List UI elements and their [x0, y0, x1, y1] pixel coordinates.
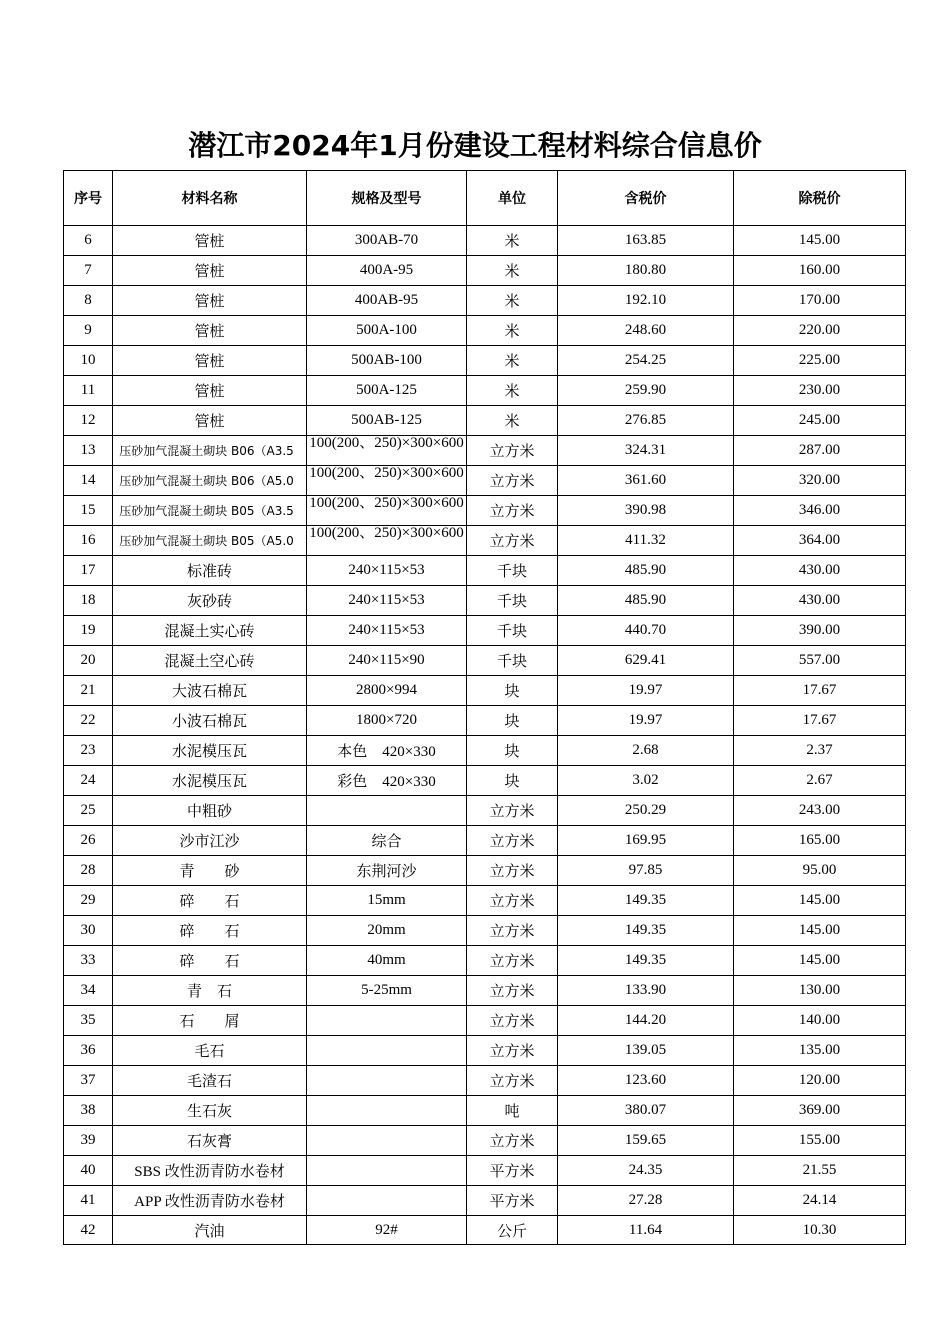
cell-spec: 500A-100	[307, 316, 467, 346]
cell-net-price: 135.00	[734, 1036, 906, 1066]
cell-unit: 平方米	[467, 1186, 558, 1216]
cell-tax-price: 180.80	[558, 256, 734, 286]
cell-spec: 东荆河沙	[307, 856, 467, 886]
cell-net-price: 430.00	[734, 556, 906, 586]
table-row	[64, 616, 906, 646]
cell-no: 29	[64, 886, 113, 916]
cell-name: 沙市江沙	[113, 826, 307, 856]
cell-spec	[307, 1186, 467, 1216]
cell-name: 毛渣石	[113, 1066, 307, 1096]
cell-net-price: 10.30	[734, 1216, 906, 1245]
cell-spec	[307, 1036, 467, 1066]
cell-spec: 240×115×53	[307, 556, 467, 586]
cell-tax-price: 324.31	[558, 436, 734, 466]
table-row	[64, 736, 906, 766]
table-row	[64, 346, 906, 376]
table-row	[64, 646, 906, 676]
cell-no: 13	[64, 436, 113, 466]
header-tax-price: 含税价	[558, 171, 734, 226]
cell-no: 23	[64, 736, 113, 766]
cell-name: 生石灰	[113, 1096, 307, 1126]
cell-unit: 块	[467, 736, 558, 766]
cell-net-price: 160.00	[734, 256, 906, 286]
table-row	[64, 376, 906, 406]
cell-spec: 240×115×53	[307, 586, 467, 616]
cell-no: 26	[64, 826, 113, 856]
cell-unit: 千块	[467, 646, 558, 676]
cell-name: 水泥模压瓦	[113, 766, 307, 796]
table-row	[64, 856, 906, 886]
cell-no: 17	[64, 556, 113, 586]
table-body	[64, 226, 906, 1245]
cell-tax-price: 380.07	[558, 1096, 734, 1126]
cell-unit: 千块	[467, 616, 558, 646]
cell-name	[113, 526, 307, 556]
cell-unit: 立方米	[467, 1036, 558, 1066]
cell-spec: 400AB-95	[307, 286, 467, 316]
cell-name: 中粗砂	[113, 796, 307, 826]
cell-name: 大波石棉瓦	[113, 676, 307, 706]
table-row	[64, 1126, 906, 1156]
table-row	[64, 916, 906, 946]
cell-spec	[307, 436, 467, 466]
cell-net-price: 557.00	[734, 646, 906, 676]
cell-tax-price: 411.32	[558, 526, 734, 556]
cell-spec	[307, 1006, 467, 1036]
table-row	[64, 226, 906, 256]
cell-unit: 吨	[467, 1096, 558, 1126]
cell-name: 混凝土实心砖	[113, 616, 307, 646]
cell-net-price: 230.00	[734, 376, 906, 406]
cell-name: 管桩	[113, 316, 307, 346]
cell-net-price: 245.00	[734, 406, 906, 436]
cell-spec: 240×115×90	[307, 646, 467, 676]
cell-tax-price: 361.60	[558, 466, 734, 496]
table-row	[64, 766, 906, 796]
cell-no: 25	[64, 796, 113, 826]
table-header-row	[64, 171, 906, 226]
cell-tax-price: 19.97	[558, 706, 734, 736]
table-row	[64, 436, 906, 466]
table-row	[64, 556, 906, 586]
cell-no: 42	[64, 1216, 113, 1245]
cell-spec: 综合	[307, 826, 467, 856]
cell-spec: 40mm	[307, 946, 467, 976]
cell-tax-price: 485.90	[558, 586, 734, 616]
cell-no: 15	[64, 496, 113, 526]
table-row	[64, 976, 906, 1006]
cell-net-price: 155.00	[734, 1126, 906, 1156]
table-row	[64, 1186, 906, 1216]
cell-spec	[307, 796, 467, 826]
cell-name: 管桩	[113, 286, 307, 316]
cell-no: 21	[64, 676, 113, 706]
cell-net-price: 21.55	[734, 1156, 906, 1186]
cell-net-price: 140.00	[734, 1006, 906, 1036]
cell-net-price: 364.00	[734, 526, 906, 556]
cell-net-price: 145.00	[734, 886, 906, 916]
cell-spec: 本色 420×330	[307, 736, 467, 766]
cell-tax-price: 192.10	[558, 286, 734, 316]
cell-name: 青 石	[113, 976, 307, 1006]
table-row	[64, 526, 906, 556]
table-row	[64, 886, 906, 916]
cell-name: 碎 石	[113, 916, 307, 946]
cell-tax-price: 144.20	[558, 1006, 734, 1036]
cell-name: 管桩	[113, 256, 307, 286]
cell-tax-price: 133.90	[558, 976, 734, 1006]
cell-spec	[307, 1156, 467, 1186]
cell-unit: 立方米	[467, 946, 558, 976]
cell-tax-price: 159.65	[558, 1126, 734, 1156]
cell-name: 管桩	[113, 376, 307, 406]
cell-net-price: 2.37	[734, 736, 906, 766]
cell-name: 管桩	[113, 346, 307, 376]
cell-spec: 20mm	[307, 916, 467, 946]
cell-unit: 立方米	[467, 436, 558, 466]
cell-net-price: 120.00	[734, 1066, 906, 1096]
cell-unit: 千块	[467, 586, 558, 616]
header-unit: 单位	[467, 171, 558, 226]
cell-spec: 2800×994	[307, 676, 467, 706]
cell-no: 24	[64, 766, 113, 796]
cell-no: 6	[64, 226, 113, 256]
cell-spec	[307, 1096, 467, 1126]
cell-unit: 米	[467, 346, 558, 376]
cell-spec: 92#	[307, 1216, 467, 1245]
cell-unit: 立方米	[467, 856, 558, 886]
cell-no: 41	[64, 1186, 113, 1216]
cell-spec-text: 100(200、250)×300×600	[309, 466, 464, 481]
cell-net-price: 220.00	[734, 316, 906, 346]
cell-no: 7	[64, 256, 113, 286]
table-row	[64, 946, 906, 976]
cell-net-price: 95.00	[734, 856, 906, 886]
cell-tax-price: 163.85	[558, 226, 734, 256]
header-net-price: 除税价	[734, 171, 906, 226]
cell-tax-price: 2.68	[558, 736, 734, 766]
cell-name: 标准砖	[113, 556, 307, 586]
cell-name	[113, 436, 307, 466]
cell-unit: 立方米	[467, 796, 558, 826]
price-table	[63, 170, 906, 1245]
table-row	[64, 826, 906, 856]
cell-tax-price: 149.35	[558, 886, 734, 916]
cell-spec	[307, 496, 467, 526]
cell-no: 28	[64, 856, 113, 886]
cell-tax-price: 139.05	[558, 1036, 734, 1066]
table-row	[64, 1066, 906, 1096]
cell-no: 19	[64, 616, 113, 646]
cell-tax-price: 123.60	[558, 1066, 734, 1096]
cell-name-text: 压砂加气混凝土砌块 B06（A5.0	[119, 474, 294, 488]
cell-spec: 1800×720	[307, 706, 467, 736]
cell-unit: 立方米	[467, 976, 558, 1006]
header-spec: 规格及型号	[307, 171, 467, 226]
table-row	[64, 406, 906, 436]
table-row	[64, 1216, 906, 1245]
cell-no: 40	[64, 1156, 113, 1186]
cell-unit: 米	[467, 256, 558, 286]
cell-no: 11	[64, 376, 113, 406]
cell-spec-text: 100(200、250)×300×600	[309, 496, 464, 511]
cell-name: 小波石棉瓦	[113, 706, 307, 736]
cell-unit: 立方米	[467, 1126, 558, 1156]
cell-no: 16	[64, 526, 113, 556]
cell-net-price: 24.14	[734, 1186, 906, 1216]
cell-spec	[307, 526, 467, 556]
table-row	[64, 796, 906, 826]
cell-unit: 块	[467, 706, 558, 736]
cell-no: 18	[64, 586, 113, 616]
cell-net-price: 430.00	[734, 586, 906, 616]
cell-unit: 米	[467, 226, 558, 256]
cell-name	[113, 466, 307, 496]
cell-tax-price: 3.02	[558, 766, 734, 796]
table-row	[64, 586, 906, 616]
cell-unit: 块	[467, 676, 558, 706]
header-no: 序号	[64, 171, 113, 226]
cell-unit: 立方米	[467, 1066, 558, 1096]
cell-no: 38	[64, 1096, 113, 1126]
cell-name: 碎 石	[113, 946, 307, 976]
cell-no: 34	[64, 976, 113, 1006]
cell-net-price: 243.00	[734, 796, 906, 826]
cell-no: 22	[64, 706, 113, 736]
cell-net-price: 320.00	[734, 466, 906, 496]
cell-net-price: 170.00	[734, 286, 906, 316]
cell-no: 10	[64, 346, 113, 376]
cell-unit: 立方米	[467, 826, 558, 856]
cell-name: 毛石	[113, 1036, 307, 1066]
cell-name: 碎 石	[113, 886, 307, 916]
cell-no: 30	[64, 916, 113, 946]
cell-no: 8	[64, 286, 113, 316]
cell-tax-price: 254.25	[558, 346, 734, 376]
table-row	[64, 466, 906, 496]
cell-name: 混凝土空心砖	[113, 646, 307, 676]
cell-tax-price: 24.35	[558, 1156, 734, 1186]
cell-name: 石灰膏	[113, 1126, 307, 1156]
cell-spec: 400A-95	[307, 256, 467, 286]
cell-net-price: 225.00	[734, 346, 906, 376]
cell-no: 20	[64, 646, 113, 676]
cell-spec: 500AB-100	[307, 346, 467, 376]
cell-no: 9	[64, 316, 113, 346]
cell-name: 石 屑	[113, 1006, 307, 1036]
cell-no: 35	[64, 1006, 113, 1036]
cell-tax-price: 250.29	[558, 796, 734, 826]
cell-net-price: 165.00	[734, 826, 906, 856]
cell-net-price: 17.67	[734, 706, 906, 736]
cell-tax-price: 27.28	[558, 1186, 734, 1216]
cell-tax-price: 169.95	[558, 826, 734, 856]
cell-net-price: 2.67	[734, 766, 906, 796]
cell-spec: 500A-125	[307, 376, 467, 406]
cell-tax-price: 97.85	[558, 856, 734, 886]
cell-spec	[307, 1126, 467, 1156]
cell-unit: 块	[467, 766, 558, 796]
cell-unit: 立方米	[467, 886, 558, 916]
cell-spec: 彩色 420×330	[307, 766, 467, 796]
cell-net-price: 346.00	[734, 496, 906, 526]
cell-tax-price: 149.35	[558, 916, 734, 946]
table-row	[64, 1006, 906, 1036]
cell-tax-price: 440.70	[558, 616, 734, 646]
cell-name: 青 砂	[113, 856, 307, 886]
cell-no: 36	[64, 1036, 113, 1066]
cell-name-text: 压砂加气混凝土砌块 B05（A3.5	[119, 504, 294, 518]
cell-tax-price: 485.90	[558, 556, 734, 586]
table-row	[64, 1156, 906, 1186]
cell-unit: 立方米	[467, 466, 558, 496]
table-row	[64, 676, 906, 706]
table-row	[64, 256, 906, 286]
cell-unit: 米	[467, 376, 558, 406]
cell-tax-price: 149.35	[558, 946, 734, 976]
cell-unit: 立方米	[467, 1006, 558, 1036]
cell-net-price: 145.00	[734, 226, 906, 256]
cell-tax-price: 19.97	[558, 676, 734, 706]
cell-no: 12	[64, 406, 113, 436]
cell-unit: 平方米	[467, 1156, 558, 1186]
table-row	[64, 1036, 906, 1066]
cell-unit: 公斤	[467, 1216, 558, 1245]
table-row	[64, 1096, 906, 1126]
cell-spec-text: 100(200、250)×300×600	[309, 526, 464, 541]
page-title: 潜江市2024年1月份建设工程材料综合信息价	[188, 129, 762, 162]
cell-name-text: 压砂加气混凝土砌块 B05（A5.0	[119, 534, 294, 548]
cell-unit: 米	[467, 286, 558, 316]
cell-spec: 300AB-70	[307, 226, 467, 256]
cell-no: 37	[64, 1066, 113, 1096]
cell-name: APP 改性沥青防水卷材	[113, 1186, 307, 1216]
cell-net-price: 369.00	[734, 1096, 906, 1126]
cell-no: 14	[64, 466, 113, 496]
cell-no: 39	[64, 1126, 113, 1156]
cell-unit: 米	[467, 316, 558, 346]
cell-spec-text: 100(200、250)×300×600	[309, 436, 464, 451]
table-row	[64, 286, 906, 316]
cell-unit: 千块	[467, 556, 558, 586]
table-row	[64, 496, 906, 526]
cell-name: 管桩	[113, 226, 307, 256]
cell-net-price: 17.67	[734, 676, 906, 706]
cell-unit: 立方米	[467, 916, 558, 946]
cell-net-price: 287.00	[734, 436, 906, 466]
cell-name: 灰砂砖	[113, 586, 307, 616]
cell-tax-price: 11.64	[558, 1216, 734, 1245]
cell-net-price: 130.00	[734, 976, 906, 1006]
cell-tax-price: 248.60	[558, 316, 734, 346]
cell-spec	[307, 1066, 467, 1096]
cell-net-price: 390.00	[734, 616, 906, 646]
cell-tax-price: 259.90	[558, 376, 734, 406]
cell-tax-price: 629.41	[558, 646, 734, 676]
cell-spec: 500AB-125	[307, 406, 467, 436]
cell-name: 汽油	[113, 1216, 307, 1245]
cell-name: 管桩	[113, 406, 307, 436]
cell-spec	[307, 466, 467, 496]
cell-tax-price: 276.85	[558, 406, 734, 436]
cell-unit: 立方米	[467, 526, 558, 556]
cell-name	[113, 496, 307, 526]
table-row	[64, 316, 906, 346]
cell-unit: 米	[467, 406, 558, 436]
cell-net-price: 145.00	[734, 946, 906, 976]
cell-net-price: 145.00	[734, 916, 906, 946]
cell-name: 水泥模压瓦	[113, 736, 307, 766]
cell-no: 33	[64, 946, 113, 976]
cell-tax-price: 390.98	[558, 496, 734, 526]
cell-spec: 5-25mm	[307, 976, 467, 1006]
cell-name-text: 压砂加气混凝土砌块 B06（A3.5	[119, 444, 294, 458]
table-row	[64, 706, 906, 736]
cell-spec: 15mm	[307, 886, 467, 916]
cell-spec: 240×115×53	[307, 616, 467, 646]
header-name: 材料名称	[113, 171, 307, 226]
cell-unit: 立方米	[467, 496, 558, 526]
cell-name: SBS 改性沥青防水卷材	[113, 1156, 307, 1186]
